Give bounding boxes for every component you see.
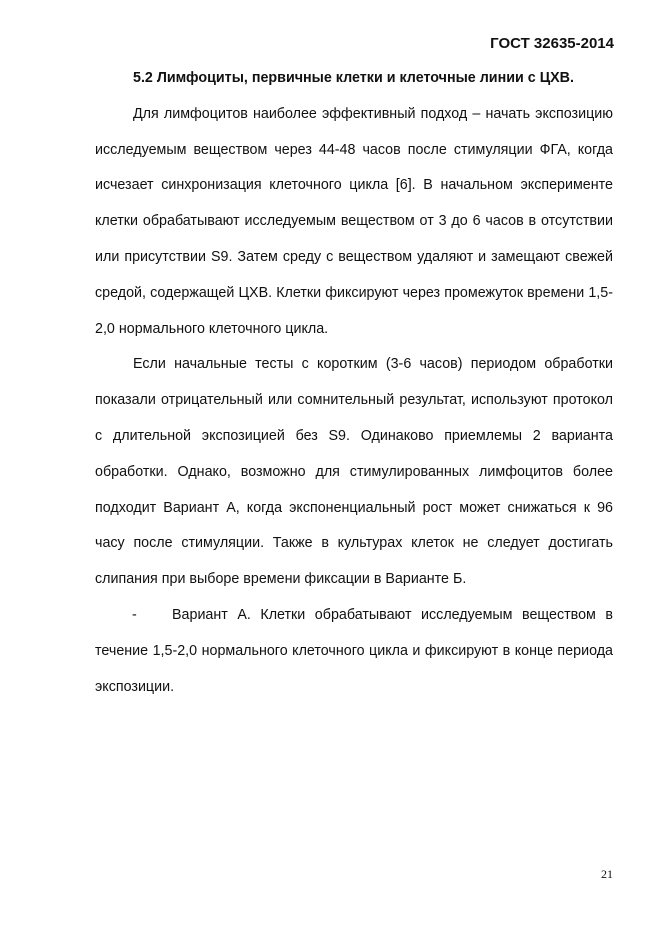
standard-code: ГОСТ 32635-2014 xyxy=(490,35,614,52)
paragraph: Если начальные тесты с коротким (3-6 часов) периодом обработки показали отрицательный или сомнительный результат, используют протокол с длительной экспозицией без S9. Одинаково приемлемы 2 варианта обработки. Однако, возможно для стимулированных лимфоцитов более подходит Вариант А, когда экспоненциальный рост может снижаться к 96 часу после стимуляции. Также в культурах клеток не следует достигать слипания при выборе времени фиксации в Варианте Б. xyxy=(95,356,613,588)
page-number: 21 xyxy=(601,867,613,881)
list-item-text: Вариант А. Клетки обрабатывают исследуемым веществом в течение 1,5-2,0 нормального клеточного цикла и фиксируют в конце периода экспозиции. xyxy=(95,606,613,695)
list-marker: - xyxy=(132,606,137,623)
section-heading: 5.2 Лимфоциты, первичные клетки и клеточные линии с ЦХВ. xyxy=(133,70,574,86)
body-text xyxy=(95,61,613,705)
list-item xyxy=(95,598,613,705)
paragraph: Для лимфоцитов наиболее эффективный подход – начать экспозицию исследуемым веществом через 44-48 часов после стимуляции ФГА, когда исчезает синхронизация клеточного цикла [6]. В начальном эксперименте клетки обрабатывают исследуемым веществом от 3 до 6 часов в отсутствии или присутствии S9. Затем среду с веществом удаляют и замещают свежей средой, содержащей ЦХВ. Клетки фиксируют через промежуток времени 1,5-2,0 нормального клеточного цикла. xyxy=(95,105,613,337)
